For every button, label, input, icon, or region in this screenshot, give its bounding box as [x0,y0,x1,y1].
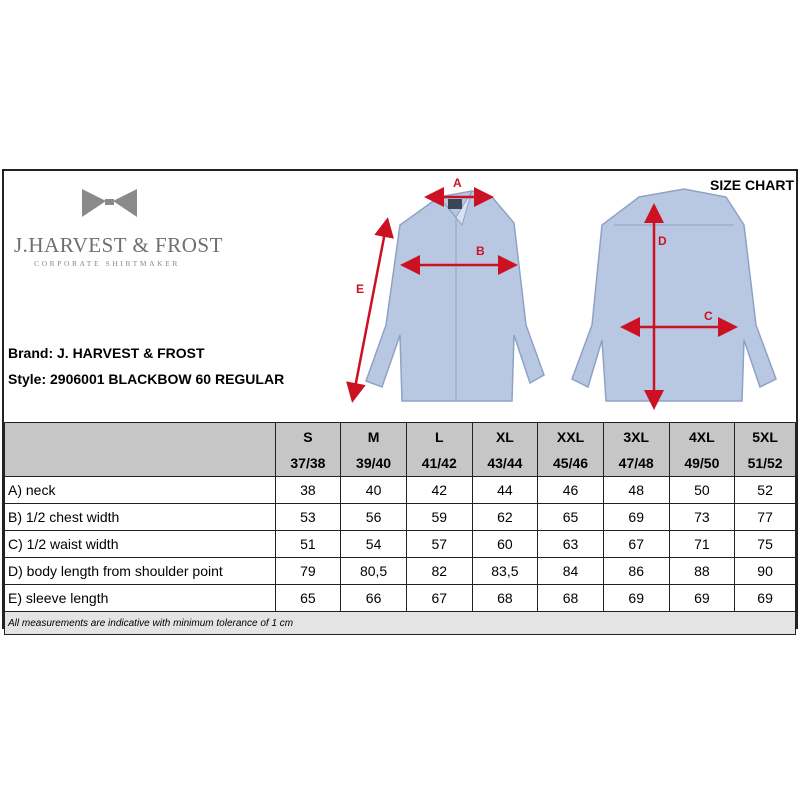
page-title: SIZE CHART [710,177,794,193]
cell: 67 [603,531,669,558]
size-table [4,422,796,635]
size-header: 3XL 47/48 [603,423,669,477]
cell: 86 [603,558,669,585]
cell: 69 [603,504,669,531]
size-header: XXL 45/46 [538,423,604,477]
cell: 69 [735,585,796,612]
cell: 50 [669,477,735,504]
cell: 63 [538,531,604,558]
row-label: C) 1/2 waist width [5,531,276,558]
cell: 48 [603,477,669,504]
table-header-row [5,423,796,477]
cell: 84 [538,558,604,585]
table-row [5,531,796,558]
cell: 73 [669,504,735,531]
cell: 80,5 [341,558,407,585]
cell: 42 [406,477,472,504]
bowtie-icon [10,177,210,227]
cell: 56 [341,504,407,531]
size-header: XL 43/44 [472,423,538,477]
logo-tagline: CORPORATE SHIRTMAKER [34,259,180,268]
size-header: 5XL 51/52 [735,423,796,477]
cell: 44 [472,477,538,504]
shirt-front-illustration [366,191,544,401]
cell: 53 [275,504,341,531]
cell: 62 [472,504,538,531]
cell: 66 [341,585,407,612]
cell: 71 [669,531,735,558]
cell: 79 [275,558,341,585]
cell: 83,5 [472,558,538,585]
cell: 68 [538,585,604,612]
brand-line: Brand: J. HARVEST & FROST [8,345,205,361]
cell: 57 [406,531,472,558]
size-header: S 37/38 [275,423,341,477]
cell: 65 [538,504,604,531]
cell: 88 [669,558,735,585]
label-b: B [476,244,485,258]
header-blank [5,423,276,477]
row-label: E) sleeve length [5,585,276,612]
label-a: A [453,176,462,190]
cell: 82 [406,558,472,585]
table-row [5,558,796,585]
brand-logo [10,177,223,268]
table-row [5,585,796,612]
cell: 54 [341,531,407,558]
row-label: A) neck [5,477,276,504]
measurement-note: All measurements are indicative with minimum tolerance of 1 cm [5,612,796,635]
cell: 75 [735,531,796,558]
cell: 68 [472,585,538,612]
cell: 38 [275,477,341,504]
cell: 90 [735,558,796,585]
cell: 52 [735,477,796,504]
cell: 65 [275,585,341,612]
size-header: L 41/42 [406,423,472,477]
size-header: M 39/40 [341,423,407,477]
logo-name: J.HARVEST & FROST [14,233,223,257]
shirt-back-illustration [572,189,776,401]
label-e: E [356,282,365,296]
header-area [4,171,796,424]
cell: 51 [275,531,341,558]
cell: 46 [538,477,604,504]
label-c: C [704,309,713,323]
row-label: D) body length from shoulder point [5,558,276,585]
style-line: Style: 2906001 BLACKBOW 60 REGULAR [8,371,285,387]
label-d: D [658,234,667,248]
size-chart-sheet [2,169,798,629]
cell: 77 [735,504,796,531]
cell: 40 [341,477,407,504]
cell: 67 [406,585,472,612]
size-header: 4XL 49/50 [669,423,735,477]
cell: 69 [603,585,669,612]
cell: 59 [406,504,472,531]
cell: 69 [669,585,735,612]
shirt-diagram [344,175,784,415]
table-row [5,477,796,504]
row-label: B) 1/2 chest width [5,504,276,531]
table-row [5,504,796,531]
table-note-row [5,612,796,635]
cell: 60 [472,531,538,558]
